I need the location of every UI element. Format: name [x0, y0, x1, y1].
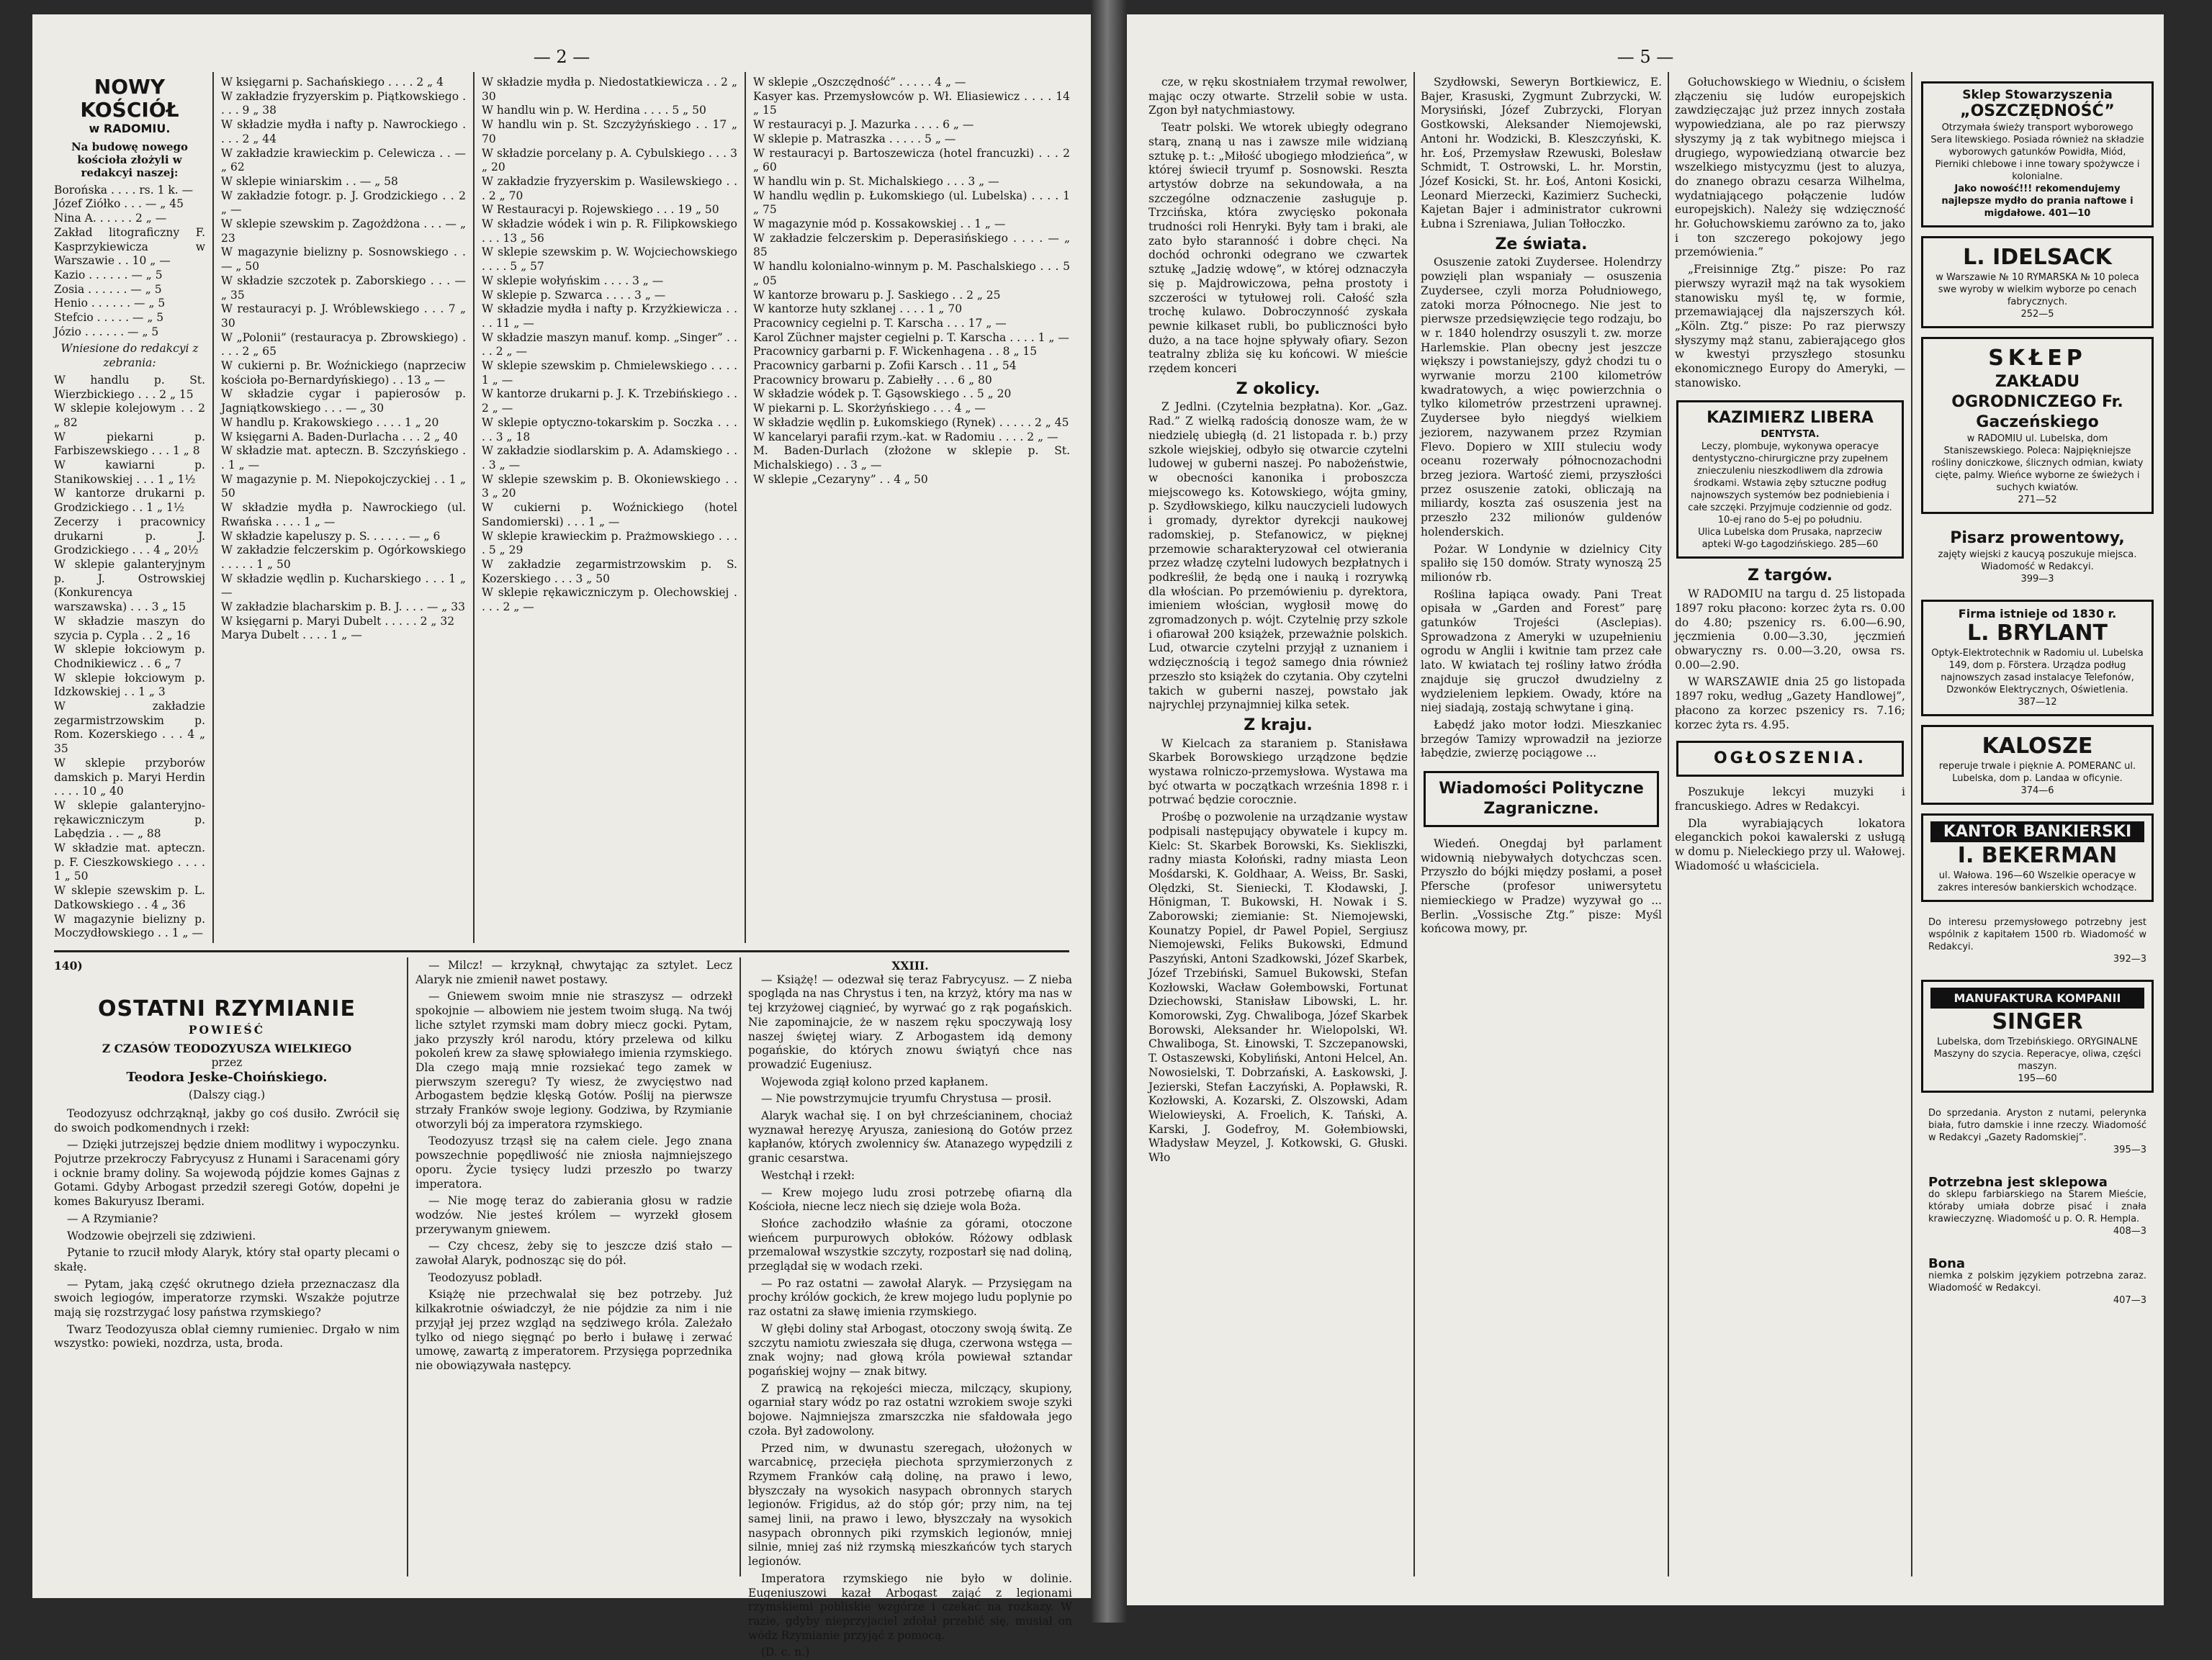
ad-name: I. BEKERMAN: [1957, 843, 2118, 868]
list-item: W zakładzie siodlarskim p. A. Adamskiego . . . 3 „ —: [482, 444, 737, 472]
list-item: W zakładzie fryzyerskim p. Wasilewskiego . . . 2 „ 70: [482, 174, 737, 202]
list-item: W cukierni p. Woźnickiego (hotel Sandomierski) . . . 1 „ —: [482, 501, 737, 528]
news-column-3: [1675, 76, 1905, 1573]
paragraph: Alaryk wachał się. I on był chrześcianinem, chociaż wyznawał herezyę Aryusza, zaniesioną do Gotów przez kapłanów, których zwolennicy św. Atanazego wypędzili z granic cesarstwa.: [748, 1109, 1072, 1165]
list-item: W sklepie p. Szwarca . . . . 3 „ —: [482, 288, 666, 302]
list-item: W handlu kolonialno-winnym p. M. Paschalskiego . . . 5 „ 05: [753, 260, 1070, 287]
feuilleton-number: 140): [54, 959, 83, 973]
ad-head: MANUFAKTURA KOMPANII: [1930, 988, 2144, 1009]
list-item: W restauracyi p. J. Mazurka . . . . 6 „ —: [753, 118, 974, 132]
feuilleton-by: przez: [211, 1055, 243, 1069]
list-item: W sklepie krawieckim p. Prażmowskiego . . . . 5 „ 29: [482, 529, 737, 557]
paragraph: Roślina łapiąca owady. Pani Treat opisała w „Garden and Forest” parę gatunków Trojeści (Asclepias). Sprowadzona z Ameryki w uzupełnieniu ogrodu w Anglii i kwitnie tam przez całe lato. W kwiatach tej rośliny łatwo źródła znajduje się gruczoł dwudzielny z wydzieleniem lepkiem. Owady, które na niej siadają, zostają schwytane i giną.: [1421, 587, 1662, 715]
list-item: W sklepie szewskim p. Zagożdżona . . . — „ 23: [221, 217, 466, 245]
list-item: W składzie maszyn manuf. komp. „Singer” . . . . 2 „ —: [482, 330, 737, 358]
ad-text: Otrzymała świeży transport wyborowego Sera litewskiego. Posiada również na składzie wyborowych gatunków Powidła, Miód, Pierniki chlebowe i inne towary spożywcze i kolonialne.: [1930, 122, 2144, 182]
list-item: Henio . . . . . . — „ 5: [54, 297, 166, 310]
paragraph: Teodozyusz trząsł się na całem ciele. Jego znana powszechnie popędliwość nie zniosła najmniejszego oporu. Życie tysięcy ludzi przeszło po twarzy imperatora.: [415, 1135, 732, 1191]
list-item: W magazynie bielizny p. Sosnowskiego . . — „ 50: [221, 245, 466, 274]
paragraph: Dla wyrabiających lokatora eleganckich pokoi kawalerski z usługą w domu p. Nieleckiego przy ul. Wałowej. Wiadomość u właściciela.: [1675, 816, 1905, 872]
advertisement-column: [1917, 76, 2158, 1587]
ad-pisarz: [1921, 523, 2154, 591]
feuilleton-author: Teodora Jeske-Choińskiego.: [126, 1069, 328, 1085]
column-rule: [473, 72, 475, 943]
paragraph: Szydłowski, Seweryn Bortkiewicz, E. Bajer, Krasuski, Zygmunt Zubrzycki, W. Morysiński, Józef Zubrzycki, Floryan Gostkowski, Aleksander Niemojewski, Antoni hr. Wodzicki, B. Kleszczyński, K. hr. Łoś, Przemysław Rzewuski, Bolesław Schmidt, T. Ostrowski, L. hr. Morstin, Józef Kosicki, St. hr. Łoś, Antoni Kosicki, Leonard Mierzecki, Kazimierz Suchecki, Kajetan Bajer i administrator cukrowni Łubna i Szreniawa, Julian Tołłoczko.: [1421, 76, 1662, 231]
ad-name: „OSZCZĘDNOŚĆ”: [1960, 102, 2115, 120]
list-item: W składzie szczotek p. Zaborskiego . . . — „ 35: [221, 274, 466, 302]
ad-wspolnik: [1921, 911, 2154, 971]
paragraph: cze, w ręku skostniałem trzymał rewolwer, mając oczy otwarte. Strzelił sobie w usta. Zgon był natychmiastowy.: [1148, 76, 1408, 117]
paragraph: Wojewoda zgiął kolono przed kapłanem.: [761, 1075, 989, 1088]
list-item: W handlu win p. St. Szczyżyńskiego . . 17 „ 70: [482, 118, 737, 145]
ad-text: zajęty wiejski z kaucyą poszukuje miejsca. Wiadomość w Redakcyi.: [1938, 549, 2137, 572]
list-item: W zakładzie krawieckim p. Celewicza . . — „ 62: [221, 146, 466, 174]
page-number: — 5 —: [1617, 47, 1674, 67]
ad-footer: 374—6: [2020, 785, 2054, 796]
list-item: W zakładzie fotogr. p. J. Grodzickiego . . 2 „ —: [221, 189, 466, 217]
paragraph: Poszukuje lekcyi muzyki i francuskiego. Adres w Redakcyi.: [1675, 785, 1905, 813]
list-item: W restauracyi p. J. Wróblewskiego . . . 7 „ 30: [221, 302, 466, 330]
paragraph: W WARSZAWIE dnia 25 go listopada 1897 roku, według „Gazety Handlowej”, płacono za korzec pszenicy rs. 7.16; korzec żyta rs. 4.95.: [1675, 675, 1905, 731]
paragraph: — Milcz! — krzyknął, chwytając za sztylet. Lecz Alaryk nie zmienił nawet postawy.: [415, 959, 732, 986]
list-item: Zosia . . . . . . — „ 5: [54, 282, 162, 296]
list-item: W sklepie p. Matraszka . . . . . 5 „ —: [753, 132, 956, 145]
ad-text: ul. Wałowa. 196—60 Wszelkie operacye w zakres interesów bankierskich wchodzące.: [1938, 870, 2137, 893]
list-item: W sklepie łokciowym p. Idzkowskiej . . 1 „ 3: [54, 671, 205, 699]
donation-column-4: [753, 76, 1070, 947]
list-item: W składzie wędlin p. Łukomskiego (Rynek) . . . . . 2 „ 45: [753, 415, 1069, 429]
column-rule: [739, 957, 741, 1576]
list-item: Józio . . . . . . — „ 5: [54, 325, 159, 338]
list-item: W magazynie bielizny p. Moczydłowskiego . . 1 „ —: [54, 912, 205, 940]
paragraph: Słońce zachodziło właśnie za górami, otoczone wieńcem purpurowych obłoków. Różowy odblask przemalował wszystkie szczyty, rozpostarł się nad doliną, przeglądał się w wodach rzeki.: [748, 1217, 1072, 1273]
ad-name: ZAKŁADU OGRODNICZEGO Fr. Gaczeńskiego: [1951, 373, 2123, 431]
ad-head: KANTOR BANKIERSKI: [1930, 821, 2144, 842]
ad-head: SKŁEP: [1988, 346, 2087, 371]
paragraph: — Książę! — odezwał się teraz Fabrycyusz. — Z nieba spogląda na nas Chrystus i ten, na krzyż, który ma nas w tej krzyżowej ciągnieć, by wyrwać go z rąk pogańskich. Nie zapominajcie, że w naszem ręku spoczywają losy naszej świętej wiary. Z Arbogastem idą demony pogańskie, do których znowu świątyń chce nas prowadzić Eugeniusz.: [748, 973, 1072, 1071]
ad-name: KAZIMIERZ LIBERA: [1707, 409, 1874, 428]
ad-oszczednosc: [1921, 81, 2154, 227]
paragraph: — A Rzymianie?: [67, 1212, 158, 1225]
headline-subtitle: w RADOMIU.: [89, 122, 171, 135]
list-item: W sklepie optyczno-tokarskim p. Soczka . . . . . 3 „ 18: [482, 415, 737, 443]
section-heading: Z kraju.: [1244, 716, 1313, 734]
section-heading: Wiadomości Polityczne Zagraniczne.: [1439, 780, 1644, 818]
list-item: Borońska . . . . rs. 1 k. —: [54, 183, 194, 197]
page-number: — 2 —: [533, 47, 590, 67]
list-item: Kazio . . . . . . — „ 5: [54, 268, 163, 281]
column-rule: [1668, 72, 1669, 1576]
paragraph: Z prawicą na rękojeści miecza, milczący, skupiony, ogarniał stary wódz po raz ostatni wzrokiem swoje szyki bojowe. Najmniejsza zmarszczka nie sfałdowała jego czoła. Był zadowolony.: [748, 1381, 1072, 1438]
right-newspaper-page: [1127, 14, 2164, 1605]
ad-footer: 407—3: [2113, 1295, 2146, 1306]
ad-text: reperuje trwale i pięknie A. POMERANC ul. Lubelska, dom p. Landaa w oficynie.: [1938, 761, 2136, 784]
ad-gaczenski: [1921, 337, 2154, 514]
list-item: W kantorze browaru p. J. Saskiego . . 2 „ 25: [753, 288, 1001, 302]
list-item: W kawiarni p. Stanikowskiej . . . 1 „ 1½: [54, 459, 205, 486]
list-item: W zakładzie blacharskim p. B. J. . . . — „ 33: [221, 600, 465, 614]
paragraph: Wodzowie obejrzeli się zdziwieni.: [67, 1229, 256, 1242]
paragraph: Prośbę o pozwolenie na urządzanie wystaw podpisali następujący obywatele i kupcy m. Kielc: St. Skarbek Borowski, Ks. Siekliszki, radny miasta Kołoński, radny miasta Leon Mośdarski, K. Goldhaar, A. Weiss, Br. Saski, Olędzki, St. Sieniecki, T. Kłodawski, J. Hönigman, T. Bukowski, H. Nowak i S. Zaborowski; ziemianie: St. Niemojewski, Kounatzy Popiel, dr Pawel Popiel, Sergiusz Niemojewski, Feliks Bukowski, Edmund Paszyński, Antoni Szadkowski, Józef Skarbek, Józef Trzebiński, Samuel Bukowski, Stefan Kozłowski, Wacław Gołembowski, Fortunat Dziechowski, Stanisław Libowski, L. hr. Komorowski, Zyg. Chwaliboga, Józef Skarbek Borowski, Aleksander hr. Wielopolski, Wł. Chwaliboga, St. Łinowski, T. Szczepanowski, T. Ostaszewski, Kobyliński, Antoni Helcel, An. Nowosielski, T. Dobrzański, A. Łaskowski, J. Jezierski, Stefan Łaczyński, A. Popławski, R. Kozłowski, A. Kozarski, Z. Olszowski, Adam Wielowieyski, A. Froelich, K. Tański, A. Karski, J. Godefroy, M. Gołembiowski, Władysław Meyzel, J. Kotkowski, G. Głuski. Wło: [1148, 811, 1408, 1165]
feuilleton-column-2: [415, 959, 732, 1578]
column-rule: [212, 72, 214, 943]
ad-bona: [1921, 1252, 2154, 1312]
paragraph: Łabędź jako motor łodzi. Mieszkaniec brzegów Tamizy wprowadził na jeziorze łabędzie, zwierzę pociągowe ...: [1421, 718, 1662, 760]
list-item: Marya Dubelt . . . . 1 „ —: [221, 628, 362, 642]
list-item: W składzie kapeluszy p. S. . . . . . — „ 6: [221, 529, 441, 543]
column-rule: [407, 957, 408, 1576]
paragraph: W Kielcach za staraniem p. Stanisława Skarbek Borowskiego urządzone będzie wystawa rolniczo-przemysłowa. Wystawa ma być otwarta w początkach września 1898 r. i potrwać będzie corocznie.: [1148, 736, 1408, 807]
announcements-heading-box: [1676, 741, 1904, 777]
list-item: W sklepie kolejowym . . 2 „ 82: [54, 402, 205, 429]
paragraph: Gołuchowskiego w Wiedniu, o ścisłem złączeniu się ludów europejskich zawdzięczając już przez innych została wypowiedziana, ale po raz pierwszy słyszymy ją z tak wybitnego miejsca i drugiego, wypowiedzianą otwarcie bez wszelkiego mistycyzmu (jest to aluzya, do znanego obrazu cesarza Wilhelma, wydatniającego połączenie ludów europejskich). Należy się wdzięczność hr. Gołuchowskiemu zarówno za to, jako i ton szczerego pokojowy jego przemówienia.”: [1675, 76, 1905, 259]
list-item: W sklepie rękawiczniczym p. Olechowskiej . . . . 2 „ —: [482, 586, 737, 614]
paragraph: — Pytam, jaką część okrutnego dzieła przeznaczasz dla swoich legiogów, imperatorze rzymski. Wszakże pojutrze mają się rozstrzygać losy państwa rzymskiego?: [54, 1277, 400, 1320]
ad-singer: [1921, 980, 2154, 1093]
feuilleton-era: Z CZASÓW TEODOZYUSZA WIELKIEGO: [102, 1042, 352, 1056]
ad-footer: 195—60: [2018, 1073, 2057, 1084]
list-item: W składzie mydła i nafty p. Krzyżkiewicza . . . . 11 „ —: [482, 302, 737, 330]
ad-bekerman: [1921, 813, 2154, 902]
paragraph: W głębi doliny stał Arbogast, otoczony swoją świtą. Ze szczytu namiotu zwieszała się długa, czerwona wstęga — znak wojny; nad głową króla powiewał sztandar pogańskiej wojny — znak bitwy.: [748, 1322, 1072, 1378]
paragraph: Książę nie przechwalał się bez potrzeby. Już kilkakrotnie oświadczył, że nie pójdzie za nim i nie przyjął jej przez wzgląd na sędziwego króla. Zależało tylko od niego sięgnąć po berło i buławę i zerwać umowę, zawartą z imperatorem. Przysięga poprzednika nie obowiązywała następcy.: [415, 1288, 732, 1372]
list-item: W sklepie wołyńskim . . . . 3 „ —: [482, 274, 664, 287]
feuilleton-title: OSTATNI RZYMIANIE: [98, 996, 356, 1021]
list-item: W księgarni p. Sachańskiego . . . . 2 „ 4: [221, 76, 444, 89]
list-item: W kantorze huty szklanej . . . . 1 „ 70: [753, 302, 963, 316]
donation-column-2: [221, 76, 466, 947]
paragraph: — Gniewem swoim mnie nie straszysz — odrzekł spokojnie — albowiem nie jestem twoim sługą. Na twój liche sztylet rzymski mam dobry miecz gocki. Pytam, jako przyszły król narodu, który przelewa od kilku pokoleń krew za sławę spłowiałego imienia rzymskiego. Dla czego mają mnie rozsiekać tego zamek w pierwszym szeregu? Ty wiesz, że zwycięstwo nad Arbogastem będzie klęską Gotów. Poślij na pierwsze strzały Franków swoje legiony. Godziwa, by Rzymianie otworzyli bój za imperatora rzymskiego.: [415, 990, 732, 1131]
section-heading: OGŁOSZENIA.: [1713, 749, 1867, 768]
ad-head: Sklep Stowarzyszenia: [1962, 88, 2113, 102]
list-item: W piekarni p. Farbiszewskiego . . . 1 „ 8: [54, 430, 205, 458]
list-item: W składzie wódek p. T. Gąsowskiego . . 5 „ 20: [753, 387, 1012, 401]
book-spine: [1091, 0, 1127, 1623]
ad-name: Potrzebna jest sklepowa: [1928, 1175, 2108, 1190]
list-item: W składzie mydła p. Nawrockiego (ul. Rwańska . . . . 1 „ —: [221, 501, 466, 528]
list-item: Nina A. . . . . . 2 „ —: [54, 212, 167, 225]
list-item: W księgarni p. Maryi Dubelt . . . . . 2 „ 32: [221, 614, 455, 628]
list-item: W handlu win p. St. Michalskiego . . . 3 „ —: [753, 174, 999, 188]
list-item: W kancelaryi parafii rzym.-kat. w Radomiu . . . . 2 „ —: [753, 430, 1058, 443]
list-item: W sklepie szewskim p. W. Wojciechowskiego . . . . 5 „ 57: [482, 245, 737, 274]
list-item: W restauracyi p. Bartoszewicza (hotel francuzki) . . . 2 „ 60: [753, 146, 1070, 174]
list-item: W zakładzie fryzyerskim p. Piątkowskiego . . . . 9 „ 38: [221, 89, 466, 117]
paragraph: Teatr polski. We wtorek ubiegły odegrano starą, znaną u nas i zawsze mile widzianą sztukę p. t.: „Miłość ubogiego młodzieńca”, w której świecił tryumf p. Sosnowski. Reszta artystów dobrze na sekundowała, a na szczególne odznaczenie zasługuje p. Trzcińska, która zwycięsko pokonała trudności roli Henryki. Były tam i braki, ale zato było staranność i dobre chęci. Na dochód ochronki odegrano we czwartek sztukę „Jadzię wdowę”, w której odznaczyła się p. Majdrowiczowa, pełna prostoty i szczerości w tytułowej roli. Całość szła trochę kulawo. Dobroczynność zyskała pewnie kilkaset rubli, bo publiczności było dużo, a na tace hojne spływały ofiary. Sezon teatralny zbliża się ku końcowi. W mieście rzędem konceri: [1148, 121, 1408, 376]
list-item: Pracownicy browaru p. Zabiełły . . . 6 „ 80: [753, 373, 992, 387]
feuilleton-column-1: [54, 959, 400, 1578]
ad-brylant: [1921, 600, 2154, 716]
list-item: W zakładzie zegarmistrzowskim p. S. Kozerskiego . . . 3 „ 50: [482, 557, 737, 585]
section-heading: Z targów.: [1748, 567, 1833, 585]
column-rule: [1413, 72, 1415, 1576]
list-item: W handlu p. Krakowskiego . . . . 1 „ 20: [221, 415, 439, 429]
list-item: W składzie mydła i nafty p. Nawrockiego . . . . 2 „ 44: [221, 118, 466, 145]
list-item: W składzie maszyn do szycia p. Cypla . . 2 „ 16: [54, 614, 205, 642]
list-item: W piekarni p. L. Skorżyńskiego . . . 4 „ —: [753, 402, 986, 415]
paragraph: — Po raz ostatni — zawołał Alaryk. — Przysięgam na prochy królów gockich, że krew mojego ludu poplynie po raz ostatni za sławę imienia rzymskiego.: [748, 1276, 1072, 1319]
news-column-1: [1148, 76, 1408, 1573]
list-item: Pracownicy garbarni p. Zofii Karsch . . 11 „ 54: [753, 359, 1017, 373]
paragraph: Wiedeń. Onegdaj był parlament widownią niebywałych dotychczas scen. Przyszło do bójki między posłami, a poseł Pfersche (profesor uniwersytetu niemieckiego w Pradze) wyzywał go ... Berlin. „Vossische Ztg.” pisze: Myśl końcowa mowy, pr.: [1421, 837, 1662, 936]
list-item: W sklepie „Cezaryny” . . 4 „ 50: [753, 472, 928, 486]
list-item: W sklepie szewskim p. Chmielewskiego . . . . 1 „ —: [482, 359, 737, 387]
paragraph: — Dzięki jutrzejszej będzie dniem modlitwy i wypoczynku. Pojutrze przekroczy Fabrycyusz z Hunami i Saracenami góry i ocknie bramy doliny. Sa wojewodą pójdzie komes Gajnas z Gotami. Gdyby Arbogast przedził szeregi Gotów, dopełni je komes Bakuryusz Iberami.: [54, 1138, 400, 1209]
ad-footer: 387—12: [2018, 697, 2057, 708]
ad-text: niemka z polskim językiem potrzebna zaraz. Wiadomość w Redakcyi.: [1928, 1271, 2146, 1294]
news-column-2: [1421, 76, 1662, 1573]
dentist-ad: [1676, 400, 1904, 559]
collections-subheading: Wniesione do redakcyi z zebrania:: [60, 342, 199, 370]
paragraph: Pytanie to rzucił młody Alaryk, który stał oparty plecami o skałę.: [54, 1246, 400, 1273]
ad-head: Firma istnieje od 1830 r.: [1958, 607, 2117, 621]
list-item: W sklepie łokciowym p. Chodnikiewicz . . 6 „ 7: [54, 643, 205, 670]
ad-name: SINGER: [1992, 1009, 2083, 1034]
list-item: W magazynie p. M. Niepokojczyckiej . . 1 „ 50: [221, 472, 466, 500]
ad-footer: Ulica Lubelska dom Prusaka, naprzeciw apteki W-go Łagodzińskiego. 285—60: [1698, 527, 1882, 551]
ad-text: Lubelska, dom Trzebińskiego. ORYGINALNE Maszyny do szycia. Reperacye, oliwa, części maszyn.: [1933, 1037, 2141, 1072]
ad-name: KALOSZE: [1982, 734, 2093, 759]
collection-list: [54, 374, 205, 941]
list-item: W zakładzie felczerskim p. Deperasińskiego . . . . — „ 85: [753, 231, 1070, 259]
section-heading: Z okolicy.: [1236, 379, 1321, 398]
ad-name: Bona: [1928, 1256, 1966, 1271]
paragraph: Westchął i rzekł:: [761, 1168, 855, 1182]
list-item: W składzie wędlin p. Kucharskiego . . . 1 „ —: [221, 572, 466, 600]
list-item: Pracownicy garbarni p. F. Wickenhagena . . 8 „ 15: [753, 345, 1038, 358]
ad-text: w Warszawie № 10 RYMARSKA № 10 poleca swe wyroby w wielkim wyborze po cenach fabrycznych.: [1936, 272, 2139, 307]
ad-sprzedaz: [1921, 1101, 2154, 1162]
ad-kalosze: [1921, 725, 2154, 805]
list-item: W handlu win p. W. Herdina . . . . 5 „ 50: [482, 104, 706, 117]
ad-footer: Jako nowość!!! rekomendujemy najlepsze mydło do prania naftowe i migdałowe. 401—10: [1941, 184, 2134, 219]
list-item: W sklepie „Oszczędność” . . . . . 4 „ —: [753, 76, 966, 89]
list-item: W sklepie galanteryjnym p. J. Ostrowskiej (Konkurencya warszawska) . . . 3 „ 15: [54, 557, 205, 614]
paragraph: Twarz Teodozyusza oblał ciemny rumieniec. Drgało w nim wszystko: powieki, nozdrza, usta, broda.: [54, 1322, 400, 1350]
list-item: W księgarni A. Baden-Durlacha . . . 2 „ 40: [221, 430, 458, 443]
list-item: M. Baden-Durlach (złożone w sklepie p. St. Michalskiego) . . 3 „ —: [753, 444, 1070, 472]
ad-text: Do interesu przemysłowego potrzebny jest wspólnik z kapitałem 1500 rb. Wiadomość w Redakcyi.: [1928, 917, 2146, 952]
donation-column-1: [54, 76, 205, 947]
paragraph: W RADOMIU na targu d. 25 listopada 1897 roku płacono: korzec żyta rs. 0.00 do 4.80; pszenicy rs. 6.00—6.90, jęczmienia 0.00—3.30, jęczmień obwaryczny rs. 0.00—3.20, owsa rs. 0.00—2.90.: [1675, 587, 1905, 672]
paragraph: Teodozyusz pobladł.: [428, 1271, 543, 1284]
feuilleton-kind: POWIEŚĆ: [188, 1023, 266, 1037]
list-item: W cukierni p. Br. Woźnickiego (naprzeciw kościoła po-Bernardyńskiego) . . 13 „ —: [221, 359, 466, 387]
list-item: W sklepie przyborów damskich p. Maryi Herdin . . . . 10 „ 40: [54, 756, 205, 798]
list-item: W składzie porcelany p. A. Cybulskiego . . . 3 „ 20: [482, 146, 737, 174]
ad-footer: 392—3: [2113, 954, 2146, 965]
ad-footer: 408—3: [2113, 1226, 2146, 1237]
ad-text: Optyk-Elektrotechnik w Radomiu ul. Lubelska 149, dom p. Förstera. Urządza podług najnowszych zasad instalacye Telefonów, Dzwonków Elektrycznych, Oświetlenia.: [1931, 648, 2144, 695]
feuilleton-continued: (Dalszy ciąg.): [188, 1088, 266, 1102]
paragraph: — Krew mojego ludu zrosi potrzebę ofiarną dla Kościoła, niecne lecz niech się dzieje wola Boża.: [748, 1186, 1072, 1214]
list-item: Zecerzy i pracownicy drukarni p. J. Grodzickiego . . . 4 „ 20½: [54, 515, 205, 557]
ad-name: L. BRYLANT: [1967, 621, 2108, 646]
list-item: W składzie mydła p. Niedostatkiewicza . . 2 „ 30: [482, 76, 737, 103]
list-item: W sklepie winiarskim . . — „ 58: [221, 174, 398, 188]
ad-subtitle: DENTYSTA.: [1761, 429, 1820, 441]
list-item: W zakładzie felczerskim p. Ogórkowskiego . . . . . 1 „ 50: [221, 543, 466, 571]
paragraph: Teodozyusz odchrząknął, jakby go coś dusiło. Zwrócił się do swoich podkomendnych i rzekł:: [54, 1106, 400, 1135]
section-divider: [54, 950, 1069, 952]
list-item: Karol Züchner majster cegielni p. T. Karscha . . . . 1 „ —: [753, 330, 1069, 344]
list-item: W sklepie galanteryjno-rękawiczniczym p. Labędzia . . — „ 88: [54, 798, 205, 841]
list-item: W handlu p. St. Wierzbickiego . . . 2 „ 15: [54, 373, 205, 401]
headline-nowy-kosciol: NOWY KOŚCIÓŁ: [80, 75, 179, 122]
list-item: W magazynie mód p. Kossakowskiej . . 1 „ —: [753, 217, 1006, 231]
list-item: W sklepie szewskim p. B. Okoniewskiego . . 3 „ 20: [482, 472, 737, 500]
ad-text: Do sprzedania. Aryston z nutami, pelerynka biała, futro damskie i inne rzeczy. Wiadomość w Redakcyi „Gazety Radomskiej”.: [1928, 1108, 2146, 1143]
ad-text: w RADOMIU ul. Lubelska, dom Staniszewskiego. Poleca: Najpiękniejsze rośliny doniczkowe, ślicznych odmian, kwiaty cięte, palmy. Wieńce wyborne ze świeżych i suchych kwiatów.: [1931, 433, 2144, 493]
list-item: W zakładzie zegarmistrzowskim p. Rom. Kozerskiego . . . 4 „ 35: [54, 700, 205, 756]
ad-footer: 395—3: [2113, 1145, 2146, 1155]
chapter-heading: XXIII.: [891, 959, 929, 973]
paragraph: — Nie powstrzymujcie tryumfu Chrystusa — prosił.: [761, 1092, 1052, 1106]
list-item: W handlu wędlin p. Łukomskiego (ul. Lubelska) . . . . 1 „ 75: [753, 189, 1070, 217]
list-item: Zakład litograficzny F. Kasprzykiewicza w Warszawie . . 10 „ —: [54, 225, 205, 268]
paragraph: (D. c. n.): [761, 1646, 810, 1659]
paragraph: Z Jedlni. (Czytelnia bezpłatna). Kor. „Gaz. Rad.” Z wielką radością donosze wam, że w niedzielę ubiegłą (d. 21 listopada r. b.) przy szkole wiejskiej, odbyło się otwarcie czytelni ludowej w guberni naszej. Po nabożeństwie, w obecności kanonika i proboszcza miejscowego ks. Kotowskiego, wójta gminy, p. Szydłowskiego, kilku nauczycieli ludowych i gromady, dyrektor dyrekcji naukowej radomskiej, p. Stefanowicz, w pięknej przemowie scharakteryzował cel otwierania przez władzę czytelni ludowych bezpłatnych i podkreślił, że będą one i nauką i rozrywką dla włościan. Po przemówieniu p. dyrektora, imieniem włościan, wygłosił mowę do zgromadzonych p. wójt. Czytelnię przy szkole i ofiarował 200 książek, przeważnie polskich. Lud, otwarcie czytelni przyjął z uznaniem i wdzięcznością i tegoż samego dnia również przeszło sto książek do czytania. Oby czytelni takich w guberni naszej, powstało jak najrychlej przynajmniej kilka setek.: [1148, 400, 1408, 712]
ad-text: Leczy, plombuje, wykonywa operacye dentystyczno-chirurgiczne przy zupełnem znieczuleniu nieszkodliwem dla zdrowia środkami. Wstawia zęby sztuczne podług najnowszych systemów bez podniebienia i całe szczęki. Przyjmuje codziennie od godz. 10-ej rano do 5-ej po południu.: [1688, 441, 1892, 526]
paragraph: — Nie mogę teraz do zabierania głosu w radzie wodzów. Nie jesteś królem — wyrzekł głosem przerywanym gniewem.: [415, 1194, 732, 1236]
column-rule: [1911, 72, 1912, 1576]
ad-footer: 252—5: [2020, 309, 2054, 320]
donation-column-3: [482, 76, 737, 947]
paragraph: „Freisinnige Ztg.” pisze: Po raz pierwszy wyraził mąż na tak wysokiem stanowisku myśl tę, w formie, przemawiającej dla najszerszych kół. „Köln. Ztg.” pisze: Po raz pierwszy słyszymy mąż stanu, zabierającego głos w kwestyi przyszłego stosunku ekonomicznego Europy do Ameryki, — stanowisko.: [1675, 263, 1905, 389]
paragraph: — Czy chcesz, żeby się to jeszcze dziś stało — zawołał Alaryk, podnosząc się do pół.: [415, 1240, 732, 1268]
list-item: W sklepie szewskim p. L. Datkowskiego . . 4 „ 36: [54, 884, 205, 911]
list-item: Stefcio . . . . . — „ 5: [54, 311, 164, 325]
column-rule: [745, 72, 746, 943]
list-item: W składzie cygar i papierosów p. Jagniątkowskiego . . . — „ 30: [221, 387, 466, 415]
ad-idelsack: [1921, 236, 2154, 328]
list-item: W kantorze drukarni p. Grodzickiego . . 1 „ 1½: [54, 487, 205, 515]
list-item: W „Polonii” (restauracya p. Zbrowskiego) . . . . 2 „ 65: [221, 330, 466, 358]
ad-footer: 399—3: [2020, 574, 2054, 585]
ad-footer: 271—52: [2018, 495, 2057, 505]
ad-name: L. IDELSACK: [1963, 245, 2112, 270]
list-item: W składzie mat. apteczn. B. Szczyńskiego . . 1 „ —: [221, 444, 466, 472]
paragraph: Przed nim, w dwunastu szeregach, ułożonych w warcabnicę, przecięła piechota sprzymierzonych z Rzymem Franków całą dolinę, na prawo i lewo, błyszczały na wysokich nasypach obronnych starych legionów. Frigidus, aż do stóp gór; przy nim, na tej samej linii, na prawo i lewo, błyszczały na wysokich nasypach obronnych piki rzymskich legionów, mniej silnie, mniej zaś niż rzymską mieszkańców tych starych legionów.: [748, 1441, 1072, 1569]
paragraph: Osuszenie zatoki Zuydersee. Holendrzy powzięli plan wspaniały — osuszenia Zuydersee, czyli morza Południowego, zatoki morza Północnego. Nie jest to pierwsze przedsięwzięcie tego rodzaju, bo w r. 1840 holendrzy osuszyli t. zw. morze Harlemskie. Plan obecny jest jeszcze większy i powstaniejszy, gdyż chodzi tu o wyrwanie morzu 2100 kilometrów kwadratowych, a więc powierzchnia o tylko kilometrów przestrzeni uprawnej. Zuydersee było niegdyś wielkiem jeziorem, nazywanem przez Rzymian Flevo. Dopiero w XIII stuleciu wody oceanu rozerwały północnozachodni brzeg jeziora. Wartość ziemi, przyszłości przez osuszenie zatoki, obliczają na miliardy, koszta zaś osuszenia jest na przeszło 232 milionów guldenów holenderskich.: [1421, 256, 1662, 538]
list-item: W kantorze drukarni p. J. K. Trzebińskiego . . 2 „ —: [482, 387, 737, 415]
ad-name: Pisarz prowentowy,: [1950, 529, 2125, 547]
feuilleton-chapter-block: [748, 959, 1087, 1578]
list-item: Józef Ziółko . . . — „ 45: [54, 197, 184, 211]
donor-list: [54, 184, 205, 340]
ad-text: do sklepu farbiarskiego na Starem Mieście, któraby umiała dobrze pisać i znała krawieczyznę. Wiadomość u p. O. R. Hempla.: [1928, 1189, 2146, 1224]
politics-heading-box: [1424, 771, 1659, 827]
list-item: Pracownicy cegielni p. T. Karscha . . . 17 „ —: [753, 316, 1007, 330]
section-heading: Ze świata.: [1495, 235, 1588, 253]
list-item: W Restauracyi p. Rojewskiego . . . 19 „ 50: [482, 203, 719, 217]
list-item: W składzie mat. apteczn. p. F. Cieszkowskiego . . . . 1 „ 50: [54, 842, 205, 883]
paragraph: Imperatora rzymskiego nie było w dolinie. Eugeniuszowi kazał Arbogast zająć z legionami rzymskiemi pobliskie wzgórze i czekać na rozkazy. W razie, gdyby nieprzyjaciel zdołał przebić się, musiał on wódz Rzymianie przyjąć z pomocą.: [748, 1571, 1072, 1642]
paragraph: Pożar. W Londynie w dzielnicy City spaliło się 150 domów. Straty wynoszą 25 milionów rb.: [1421, 542, 1662, 584]
donation-intro: Na budowę nowego kościoła złożyli w redakcyi naszej:: [71, 140, 189, 179]
list-item: Kasyer kas. Przemysłowców p. Wł. Eliasiewicz . . . . 14 „ 15: [753, 89, 1070, 117]
list-item: W składzie wódek i win p. R. Filipkowskiego . . . 13 „ 56: [482, 217, 737, 245]
ad-sklepowa: [1921, 1170, 2154, 1243]
